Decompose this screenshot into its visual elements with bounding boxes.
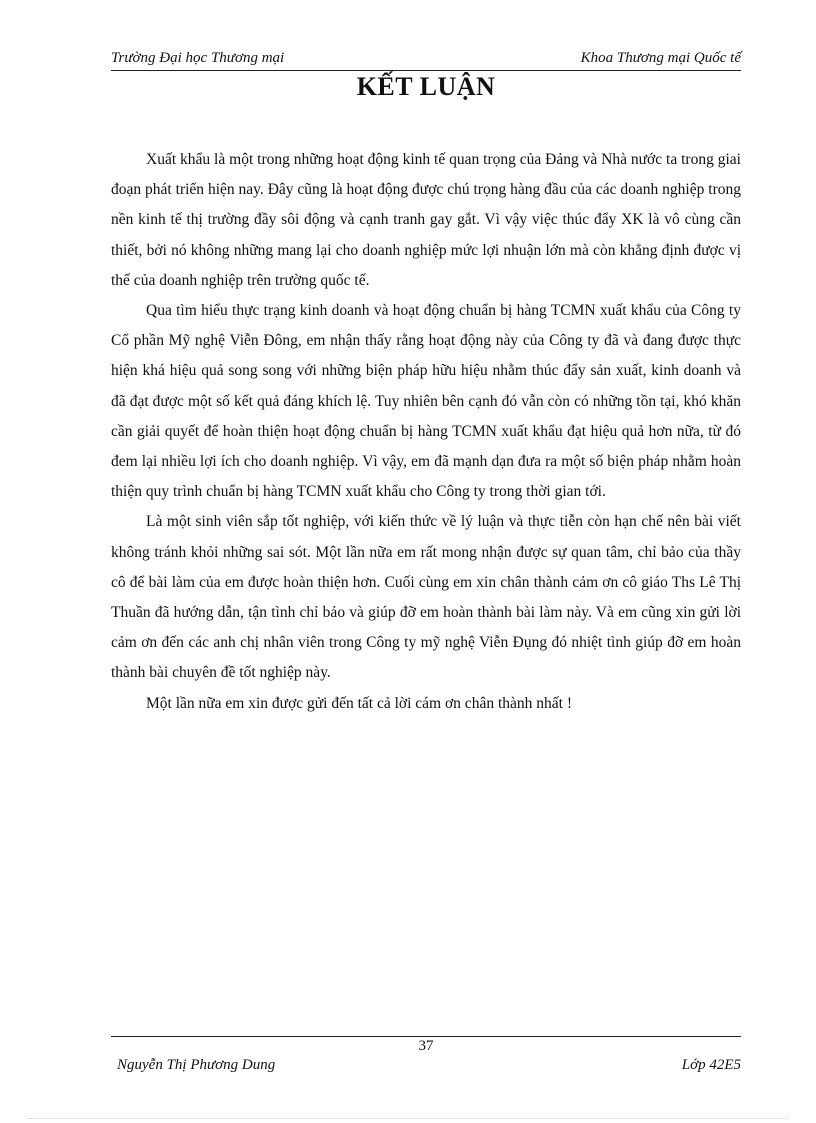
page-edge-divider (28, 1118, 788, 1119)
page-title: KẾT LUẬN (356, 72, 496, 101)
header-university: Trường Đại học Thương mại (111, 50, 285, 66)
footer-divider (111, 1036, 741, 1037)
header-faculty: Khoa Thương mại Quốc tế (580, 50, 741, 66)
paragraph-3: Là một sinh viên sắp tốt nghiệp, với kiến thức về lý luận và thực tiễn còn hạn chế nên bài viết không tránh khỏi những sai sót. Một lần nữa em rất mong nhận được sự quan tâm, chỉ bảo của thầy cô để bài làm của em được hoàn thiện hơn. Cuối cùng em xin chân thành cảm ơn cô giáo Ths Lê Thị Thuần đã hướng dẫn, tận tình chỉ bảo và giúp đỡ em hoàn thành bài làm này. Và em cũng xin gửi lời cảm ơn đến các anh chị nhân viên trong Công ty mỹ nghệ Viễn Đụng đó nhiệt tình giúp đỡ em hoàn thành bài chuyên đề tốt nghiệp này. (111, 513, 741, 682)
page-footer (111, 1057, 741, 1079)
page-number: 37 (418, 1038, 434, 1054)
paragraph-1: Xuất khẩu là một trong những hoạt động kinh tế quan trọng của Đảng và Nhà nước ta trong giai đoạn phát triển hiện nay. Đây cũng là hoạt động được chú trọng hàng đầu của các doanh nghiệp trong nền kinh tế thị trường đầy sôi động và cạnh tranh gay gắt. Vì vậy việc thúc đẩy XK là vô cùng cần thiết, bởi nó không những mang lại cho doanh nghiệp mức lợi nhuận lớn mà còn khẳng định được vị thế của doanh nghiệp trên trường quốc tế. (111, 151, 741, 289)
footer-class: Lớp 42E5 (681, 1057, 741, 1073)
footer-author: Nguyễn Thị Phương Dung (117, 1057, 276, 1073)
conclusion-body (111, 145, 741, 719)
paragraph-2: Qua tìm hiểu thực trạng kinh doanh và hoạt động chuẩn bị hàng TCMN xuất khẩu của Công ty Cổ phần Mỹ nghệ Viễn Đông, em nhận thấy rằng hoạt động này của Công ty đã và đang được thực hiện khá hiệu quả song song với những biện pháp hữu hiệu nhằm thúc đẩy sản xuất, kinh doanh và đã đạt được một số kết quả đáng khích lệ. Tuy nhiên bên cạnh đó vẫn còn có những tồn tại, khó khăn cần giải quyết để hoàn thiện hoạt động chuẩn bị hàng TCMN xuất khẩu đạt hiệu quả hơn nữa, từ đó đem lại nhiều lợi ích cho doanh nghiệp. Vì vậy, em đã mạnh dạn đưa ra một số biện pháp nhằm hoàn thiện quy trình chuẩn bị hàng TCMN xuất khẩu cho Công ty trong thời gian tới. (111, 302, 741, 501)
paragraph-4: Một lần nữa em xin được gửi đến tất cả lời cám ơn chân thành nhất ! (146, 694, 572, 712)
page-header (111, 48, 741, 71)
